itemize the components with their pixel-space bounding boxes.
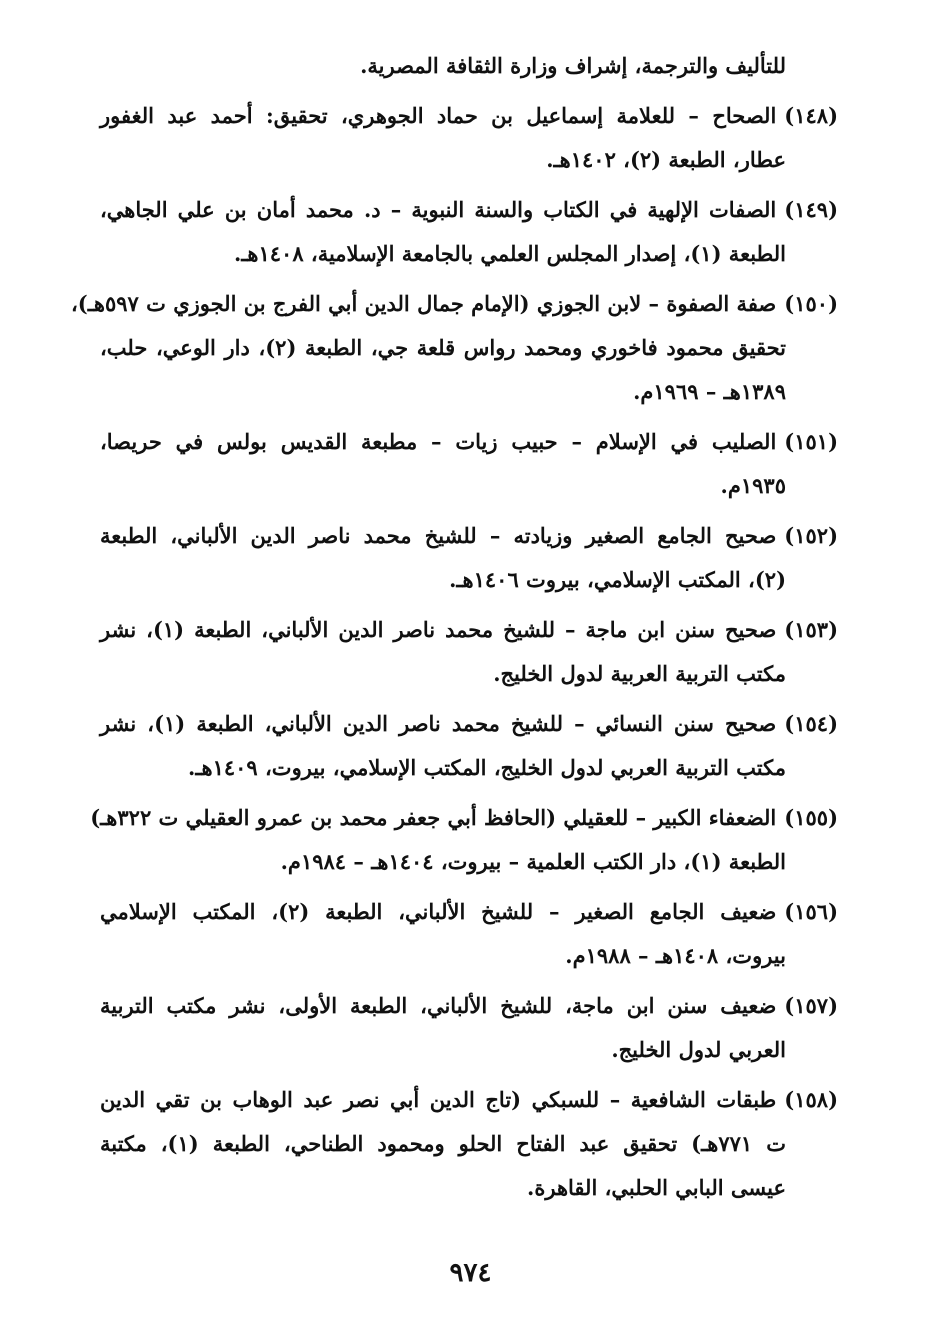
page-number: ٩٧٤ [449,1258,492,1288]
bibliography-entry-158 [100,1078,838,1210]
entry-text-line: الطبعة (١)، إصدار المجلس العلمي بالجامعة الإسلامية، ١٤٠٨هـ. [233,241,786,266]
entry-text-line: صفة الصفوة – لابن الجوزي (الإمام جمال الدين أبي الفرج بن الجوزي ت ٥٩٧هـ)، [71,291,777,316]
entry-number: (١٥٥) [784,805,838,830]
entry-number: (١٤٩) [784,197,838,222]
entry-text-line: ضعيف سنن ابن ماجة، للشيخ الألباني، الطبعة الأولى، نشر مكتب التربية [100,993,777,1018]
bibliography-list [71,44,838,1210]
entry-text-line: صحيح سنن ابن ماجة – للشيخ محمد ناصر الدين الألباني، الطبعة (١)، نشر [100,617,777,642]
entry-text-line: صحيح سنن النسائي – للشيخ محمد ناصر الدين الألباني، الطبعة (١)، نشر [100,711,777,736]
bibliography-entry-156 [100,890,838,978]
entry-number: (١٥٣) [784,617,838,642]
entry-text-line: (٢)، المكتب الإسلامي، بيروت ١٤٠٦هـ. [449,567,786,592]
entry-text-line: العربي لدول الخليج. [611,1037,786,1062]
entry-text-line: مكتب التربية العربي لدول الخليج، المكتب الإسلامي، بيروت، ١٤٠٩هـ. [188,755,786,780]
bibliography-entry-149 [100,188,838,276]
entry-text-line: عطار، الطبعة (٢)، ١٤٠٢هـ. [546,147,786,172]
entry-number: (١٥٨) [784,1087,838,1112]
bibliography-entry-152 [100,514,838,602]
entry-number: (١٥٧) [784,993,838,1018]
entry-number: (١٥٦) [784,899,838,924]
entry-text-line: طبقات الشافعية – للسبكي (تاج الدين أبي نصر عبد الوهاب بن تقي الدين [100,1087,777,1112]
bibliography-entry-155 [90,796,838,884]
bibliography-entry-157 [100,984,838,1072]
bibliography-entry-151 [100,420,838,508]
entry-number: (١٥١) [784,429,838,454]
entry-text-line: ضعيف الجامع الصغير – للشيخ الألباني، الطبعة (٢)، المكتب الإسلامي [100,899,777,924]
bibliography-entry-150 [71,282,838,414]
bibliography-entry-153 [100,608,838,696]
entry-text-line: بيروت، ١٤٠٨هـ – ١٩٨٨م. [565,943,786,968]
entry-text-line: ت ٧٧١هـ) تحقيق عبد الفتاح الحلو ومحمود الطناحي، الطبعة (١)، مكتبة [100,1131,786,1156]
entry-text-line: مكتب التربية العربية لدول الخليج. [493,661,786,686]
entry-text-line: ١٣٨٩هـ – ١٩٦٩م. [633,379,786,404]
entry-text-line: تحقيق محمود فاخوري ومحمد رواس قلعة جي، الطبعة (٢)، دار الوعي، حلب، [100,335,786,360]
entry-text-line: الصليب في الإسلام – حبيب زيات – مطبعة القديس بولس في حريصا، [100,429,777,454]
bibliography-entry-148 [100,94,838,182]
bibliography-entry-154 [100,702,838,790]
entry-number: (١٥٤) [784,711,838,736]
entry-text-line: صحيح الجامع الصغير وزيادته – للشيخ محمد ناصر الدين الألباني، الطبعة [100,523,777,548]
entry-number: (١٤٨) [784,103,838,128]
entry-text-line: الضعفاء الكبير – للعقيلي (الحافظ أبي جعفر محمد بن عمرو العقيلي ت ٣٢٢هـ) [90,805,777,830]
entry-text-line: الصفات الإلهية في الكتاب والسنة النبوية – د. محمد أمان بن علي الجاهي، [100,197,777,222]
entry-text-line: عيسى البابي الحلبي، القاهرة. [527,1175,786,1200]
entry-text-line: ١٩٣٥م. [720,473,786,498]
continuation-line: للتأليف والترجمة، إشراف وزارة الثقافة المصرية. [360,53,786,78]
entry-text-line: الطبعة (١)، دار الكتب العلمية – بيروت، ١٤٠٤هـ – ١٩٨٤م. [280,849,786,874]
entry-number: (١٥٢) [784,523,838,548]
entry-text-line: الصحاح – للعلامة إسماعيل بن حماد الجوهري، تحقيق: أحمد عبد الغفور [100,103,777,128]
entry-number: (١٥٠) [784,291,838,316]
